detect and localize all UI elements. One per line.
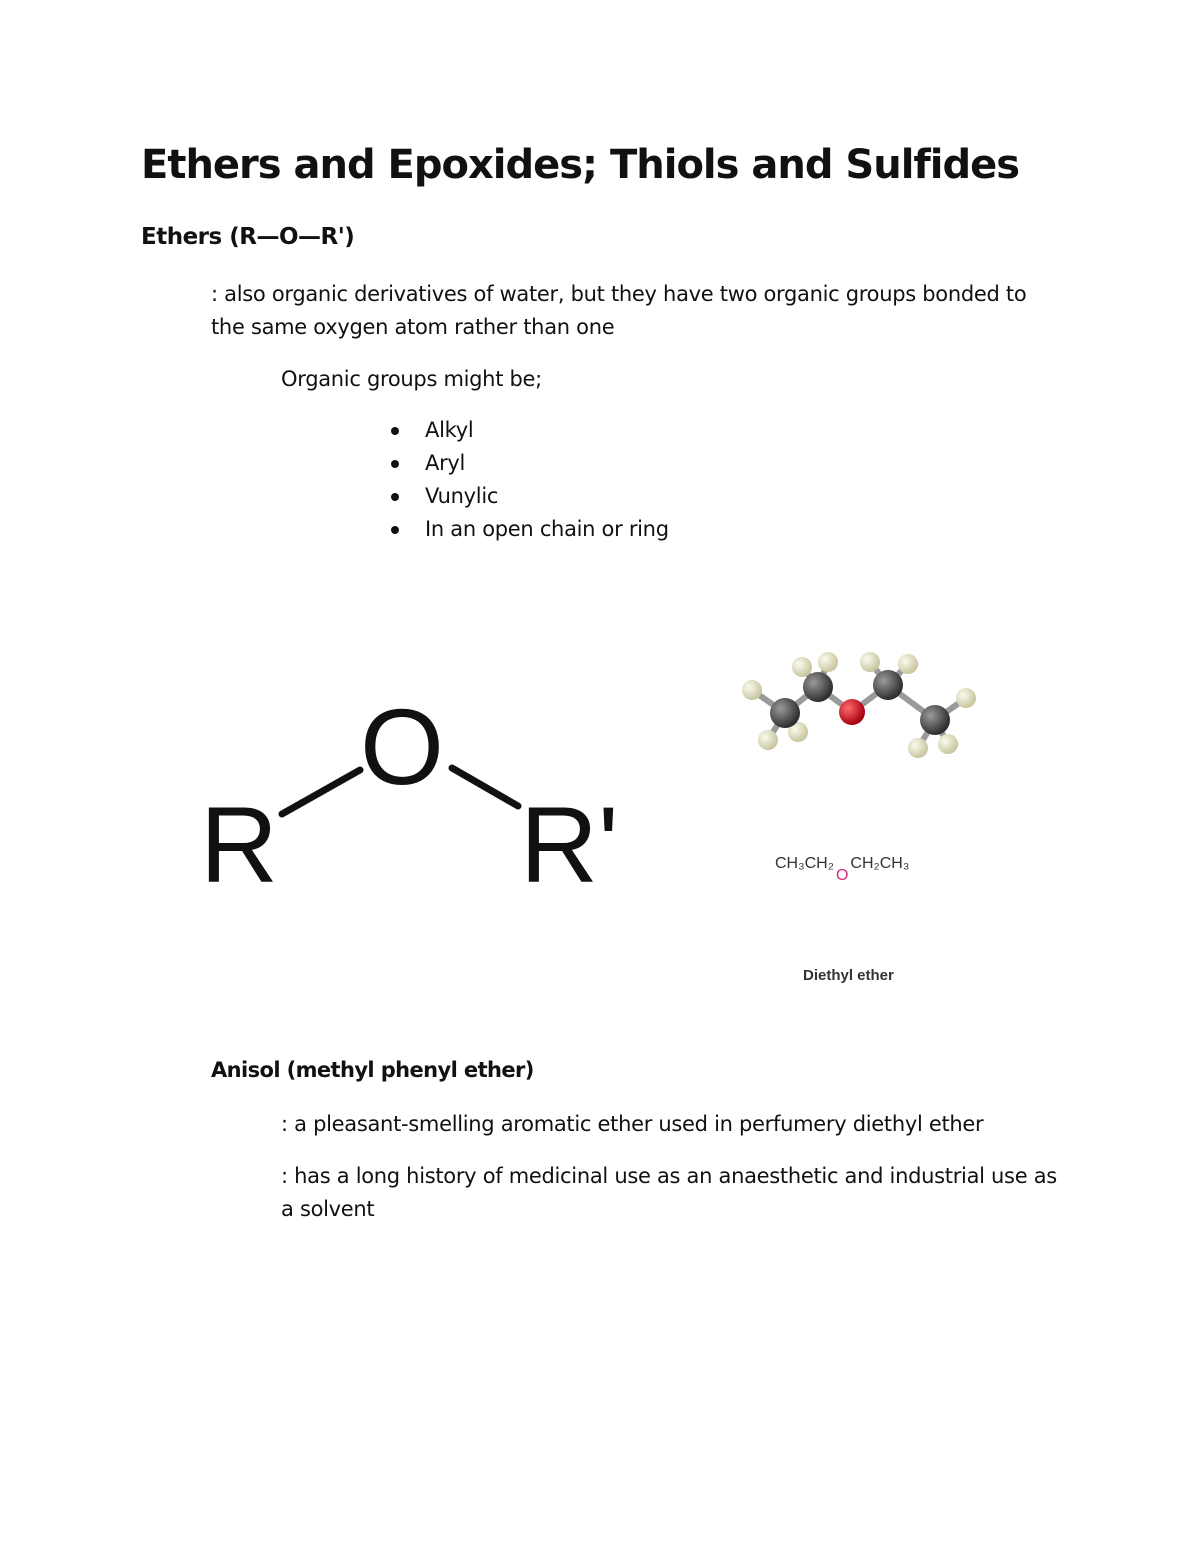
- page-title: Ethers and Epoxides; Thiols and Sulfides: [141, 142, 1020, 188]
- bullet-icon: [391, 427, 399, 435]
- bond-left: [282, 770, 360, 814]
- r-prime-group-label: R': [520, 784, 619, 900]
- figure-caption: Diethyl ether: [803, 967, 894, 984]
- bullet-icon: [391, 526, 399, 534]
- list-item: Aryl: [385, 447, 669, 480]
- formula-left: CH₃CH₂: [775, 855, 834, 872]
- list-item: Vunylic: [385, 480, 669, 513]
- anisol-line-1: : a pleasant-smelling aromatic ether used in perfumery diethyl ether: [281, 1112, 984, 1136]
- ethers-heading: Ethers (R—O—R'): [141, 224, 355, 250]
- anisol-line-2: : has a long history of medicinal use as an anaesthetic and industrial use as a solvent: [281, 1164, 1057, 1221]
- diethyl-ether-ball-model: [730, 640, 990, 840]
- bullet-icon: [391, 460, 399, 468]
- list-item: Alkyl: [385, 414, 669, 447]
- r-group-label: R: [200, 784, 278, 900]
- ethers-definition: : also organic derivatives of water, but they have two organic groups bonded to the same oxygen atom rather than one: [211, 282, 1027, 339]
- anisol-heading: Anisol (methyl phenyl ether): [211, 1058, 534, 1082]
- bullet-icon: [391, 493, 399, 501]
- diethyl-ether-formula: [775, 855, 910, 884]
- bond-right: [452, 768, 518, 806]
- oxygen-atom: [839, 699, 865, 725]
- list-item: In an open chain or ring: [385, 513, 669, 546]
- formula-right: CH₂CH₃: [850, 855, 910, 872]
- oxygen-atom-label: O: [360, 690, 445, 807]
- ether-structure-diagram: [190, 690, 630, 900]
- organic-groups-intro: Organic groups might be;: [281, 367, 542, 391]
- formula-oxygen: O: [835, 867, 849, 884]
- organic-groups-list: [385, 414, 669, 546]
